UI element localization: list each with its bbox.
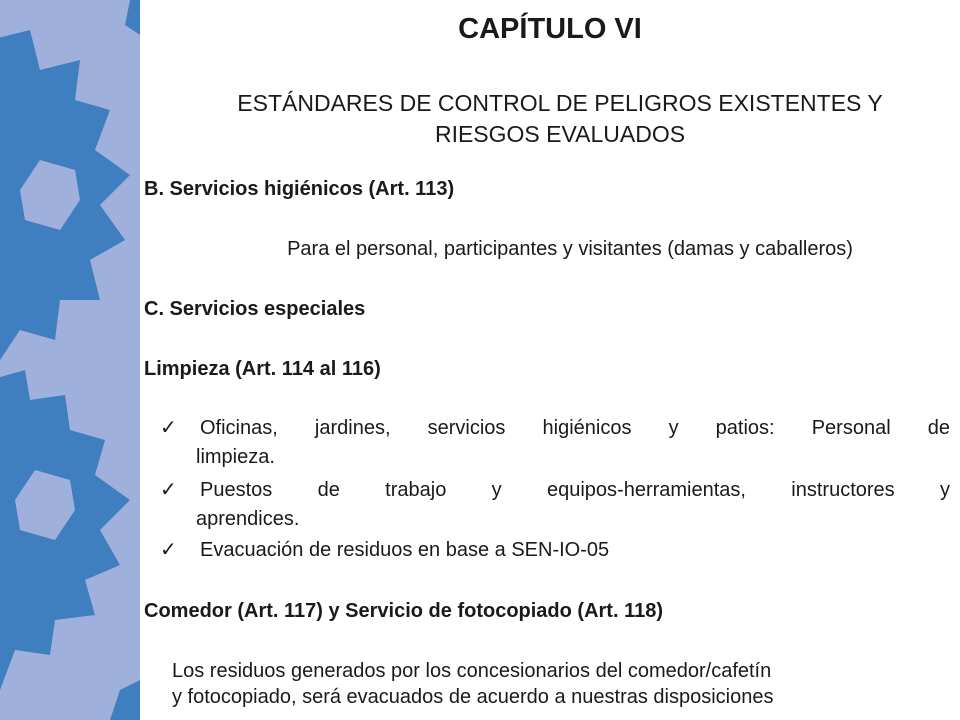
sidebar-decoration (0, 0, 140, 720)
bullet-1-line-1: Oficinas, jardines, servicios higiénicos y patios: Personal de (200, 417, 950, 439)
bullet-item-3 (160, 536, 950, 565)
check-icon: ✓ (160, 479, 177, 501)
subtitle-line-2: RIESGOS EVALUADOS (434, 121, 686, 147)
comedor-paragraph (172, 658, 942, 710)
bullet-item-2 (160, 476, 950, 534)
comedor-line-1: Los residuos generados por los concesionarios del comedor/cafetín (172, 660, 772, 682)
bullet-item-1 (160, 414, 950, 472)
section-b-text: Para el personal, participantes y visitantes (damas y caballeros) (287, 238, 853, 260)
section-c-heading: C. Servicios especiales (144, 298, 366, 320)
bullet-2-line-1: Puestos de trabajo y equipos-herramientas, instructores y (200, 479, 950, 501)
slide-title: CAPÍTULO VI (458, 13, 642, 45)
bullet-3-line-1: Evacuación de residuos en base a SEN-IO-05 (200, 539, 610, 561)
gear-icon (0, 0, 140, 720)
check-icon: ✓ (160, 417, 177, 439)
check-icon: ✓ (160, 539, 177, 561)
slide-subtitle (160, 88, 960, 150)
bullet-2-line-2: aprendices. (196, 508, 300, 530)
comedor-line-2: y fotocopiado, será evacuados de acuerdo a nuestras disposiciones (172, 686, 774, 708)
section-b-heading: B. Servicios higiénicos (Art. 113) (144, 178, 455, 200)
limpieza-heading: Limpieza (Art. 114 al 116) (144, 358, 381, 380)
subtitle-line-1: ESTÁNDARES DE CONTROL DE PELIGROS EXISTENTES Y (237, 90, 883, 116)
comedor-heading: Comedor (Art. 117) y Servicio de fotocopiado (Art. 118) (144, 600, 664, 622)
slide-content (140, 0, 960, 720)
bullet-1-line-2: limpieza. (196, 446, 275, 468)
